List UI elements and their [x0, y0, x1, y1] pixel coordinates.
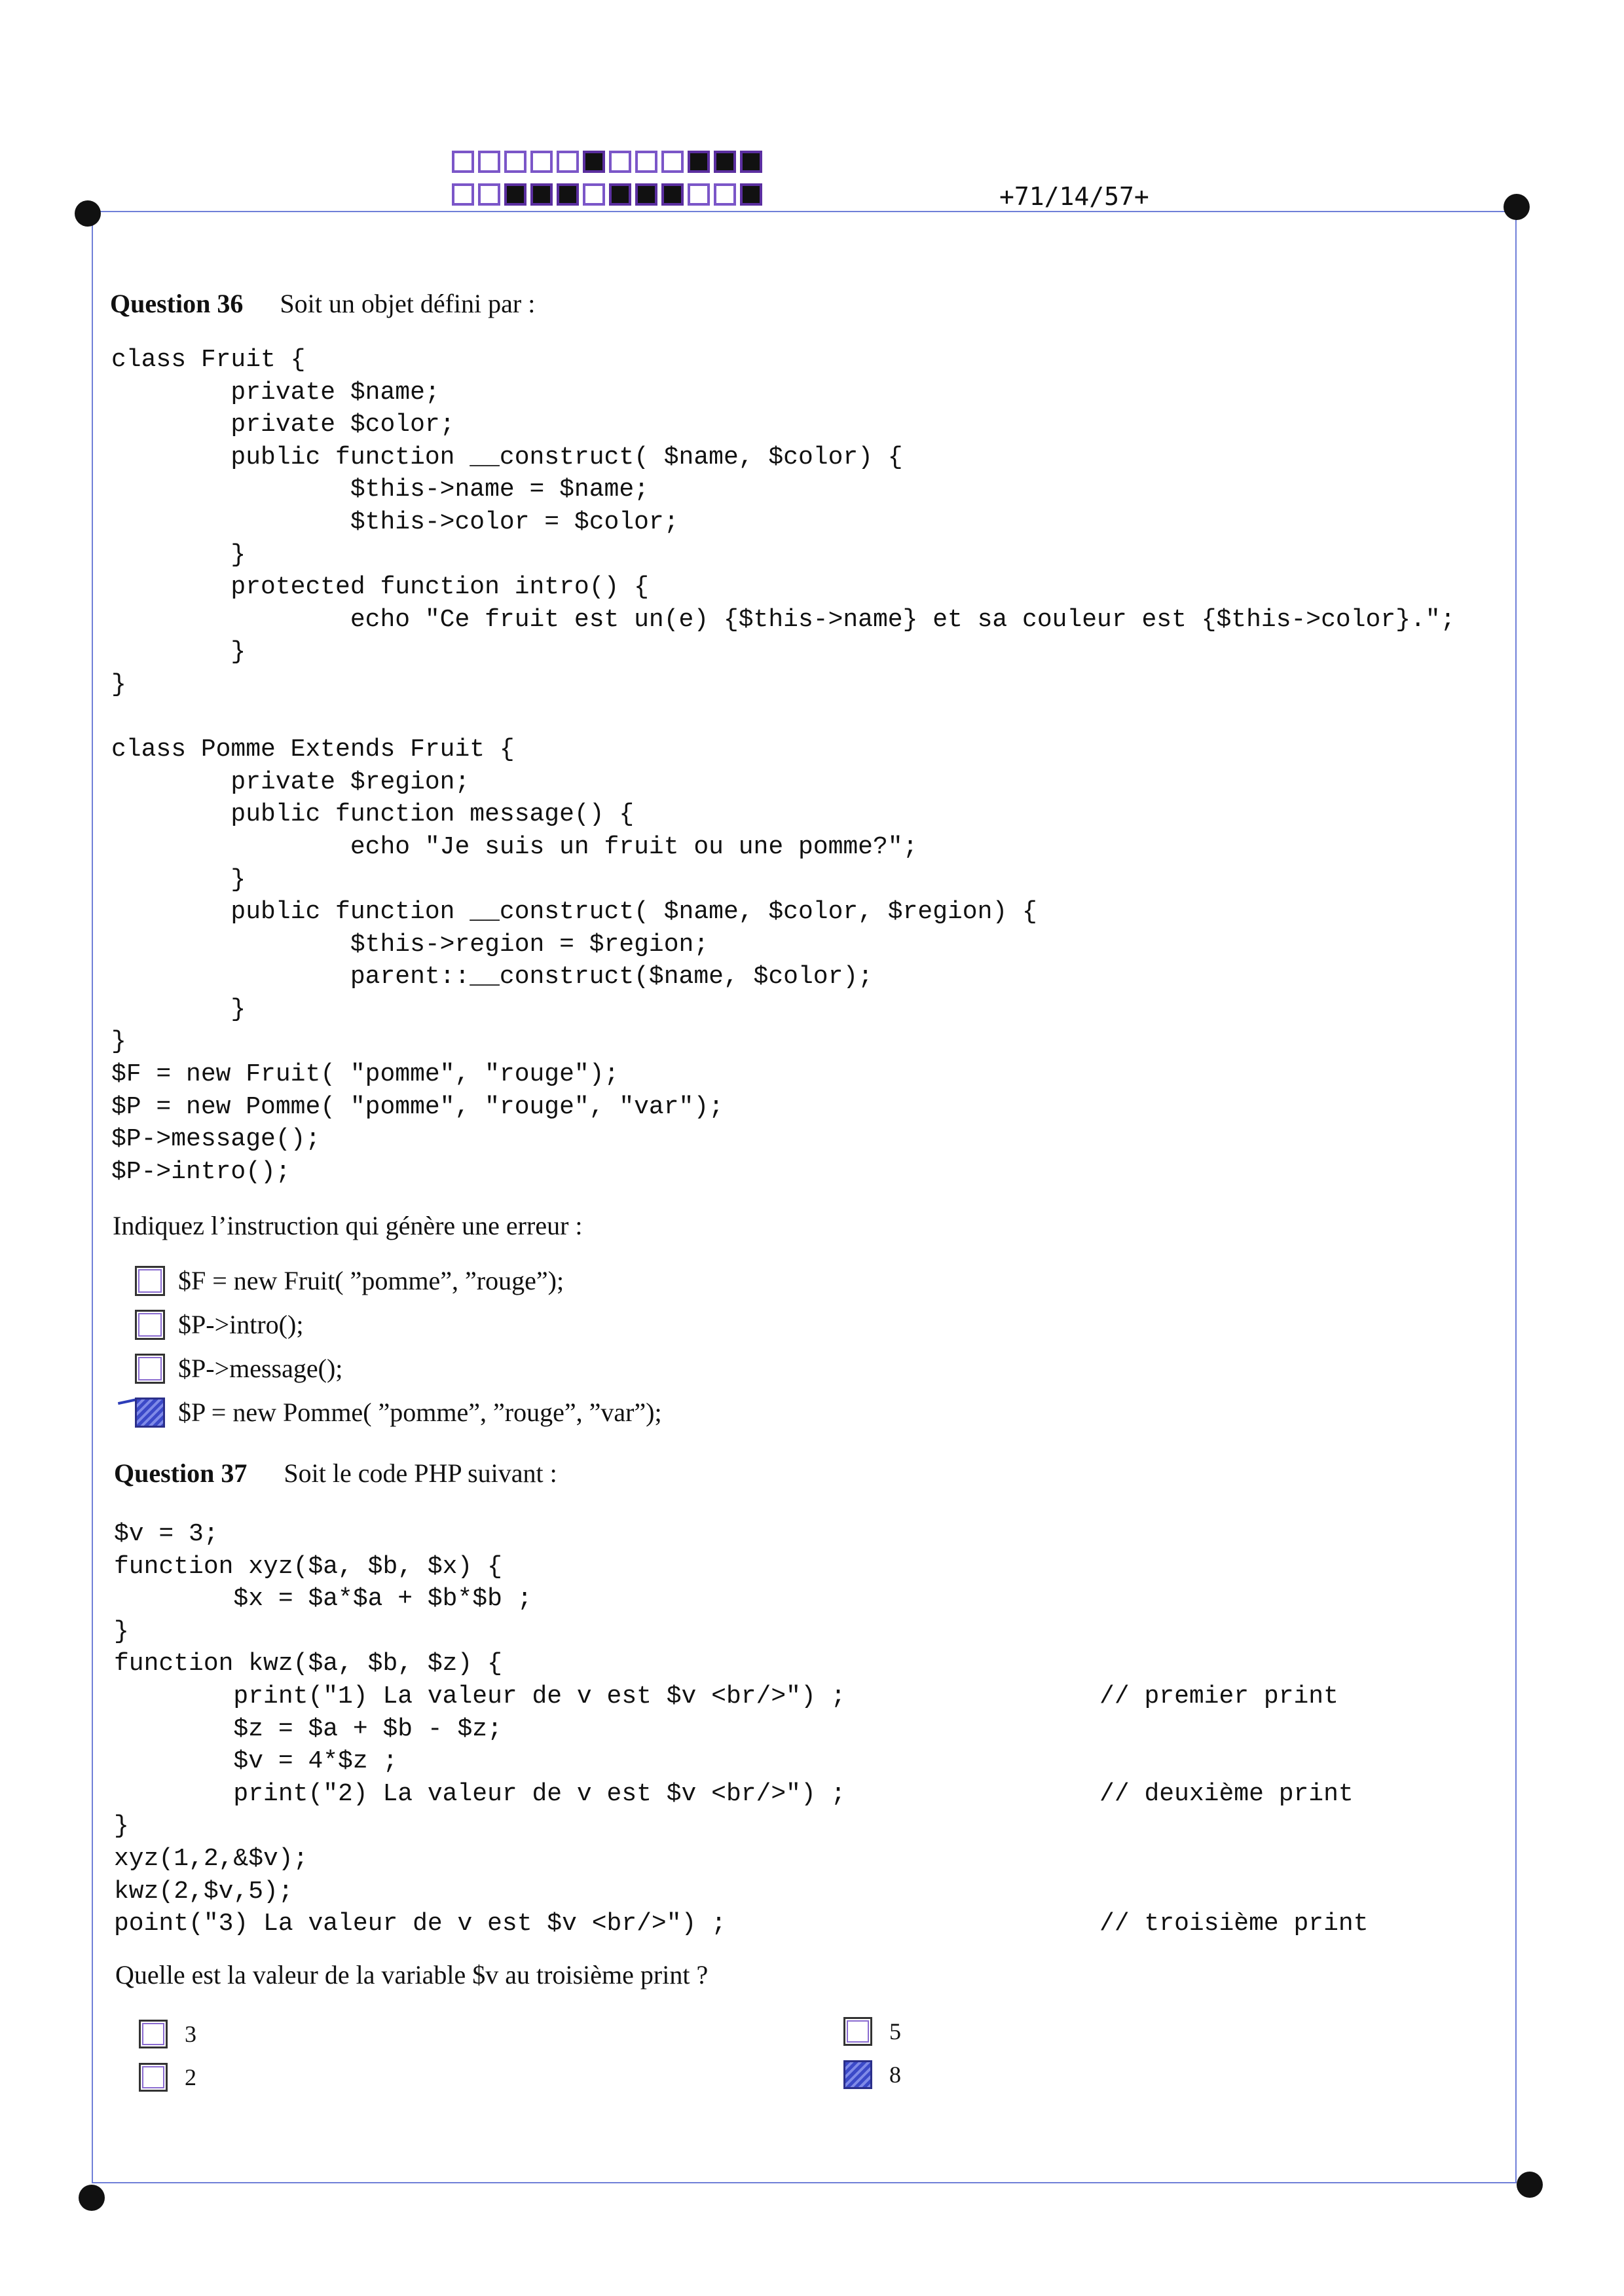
q36-option-4-label: $P = new Pomme( ”pomme”, ”rouge”, ”var”); — [178, 1398, 662, 1427]
q36-option-2-label: $P->intro(); — [178, 1310, 304, 1339]
question-37-number: Question 37 — [114, 1458, 248, 1488]
q37-option-2-checkbox[interactable] — [139, 2063, 168, 2092]
q37-option-1[interactable] — [139, 2020, 196, 2048]
question-36-number: Question 36 — [110, 289, 244, 318]
q37-option-4[interactable] — [843, 2060, 901, 2089]
q36-option-1-label: $F = new Fruit( ”pomme”, ”rouge”); — [178, 1266, 564, 1295]
corner-mark-top-left — [75, 200, 101, 227]
q37-option-3-label: 5 — [889, 2018, 901, 2045]
q37-option-1-checkbox[interactable] — [139, 2020, 168, 2048]
corner-mark-top-right — [1504, 194, 1530, 220]
q36-option-4-checkbox[interactable] — [135, 1398, 165, 1428]
question-36-intro: Soit un objet défini par : — [280, 289, 536, 318]
q37-option-4-label: 8 — [889, 2062, 901, 2088]
q37-option-2[interactable] — [139, 2063, 196, 2092]
q37-option-3[interactable] — [843, 2017, 901, 2046]
q37-option-2-label: 2 — [185, 2064, 196, 2090]
q36-option-1-checkbox[interactable] — [135, 1266, 165, 1296]
question-36-code: class Fruit { private $name; private $color; public function __construct( $name, $color) { $this->name = $name; $this->color = $color; } protected function intro() { echo "Ce fruit est un(e) {$this->name} et sa couleur est {$this->color}."; } } class Pomme Extends Fruit { private $region; public function message() { echo "Je suis un fruit ou une pomme?"; } public function __construct( $name, $color, $region) { $this->region = $region; parent::__construct($name, $color); } } $F = new Fruit( "pomme", "rouge"); $P = new Pomme( "pomme", "rouge", "var"); $P->message(); $P->intro(); — [111, 346, 1456, 1186]
question-36-prompt: Indiquez l’instruction qui génère une erreur : — [113, 1211, 583, 1240]
q36-option-3[interactable] — [135, 1353, 342, 1384]
barcode-row-2 — [452, 183, 766, 206]
barcode-row-1 — [452, 151, 766, 173]
corner-mark-bottom-left — [79, 2185, 105, 2211]
question-37-title — [114, 1458, 557, 1489]
question-36-title — [110, 288, 535, 319]
q36-option-4[interactable] — [135, 1397, 662, 1428]
q37-option-4-checkbox[interactable] — [843, 2060, 872, 2089]
question-37-code: $v = 3; function xyz($a, $b, $x) { $x = $a*$a + $b*$b ; } function kwz($a, $b, $z) { print("1) La valeur de v est $v <br/>") ; // premier print $z = $a + $b - $z; $v = 4*$z ; print("2) La valeur de v est $v <br/>") ; // deuxième print } xyz(1,2,&$v); kwz(2,$v,5); point("3) La valeur de v est $v <br/>") ; // troisième print — [114, 1520, 1369, 1938]
q36-option-2-checkbox[interactable] — [135, 1310, 165, 1340]
question-37-intro: Soit le code PHP suivant : — [284, 1458, 557, 1488]
q36-option-3-checkbox[interactable] — [135, 1354, 165, 1384]
q37-option-3-checkbox[interactable] — [843, 2017, 872, 2046]
q36-option-1[interactable] — [135, 1265, 564, 1296]
q37-option-1-label: 3 — [185, 2021, 196, 2047]
q36-option-2[interactable] — [135, 1309, 303, 1340]
corner-mark-bottom-right — [1517, 2172, 1543, 2198]
page-identifier: +71/14/57+ — [999, 182, 1149, 211]
q36-option-3-label: $P->message(); — [178, 1354, 343, 1383]
question-37-prompt: Quelle est la valeur de la variable $v au troisième print ? — [115, 1960, 709, 1990]
